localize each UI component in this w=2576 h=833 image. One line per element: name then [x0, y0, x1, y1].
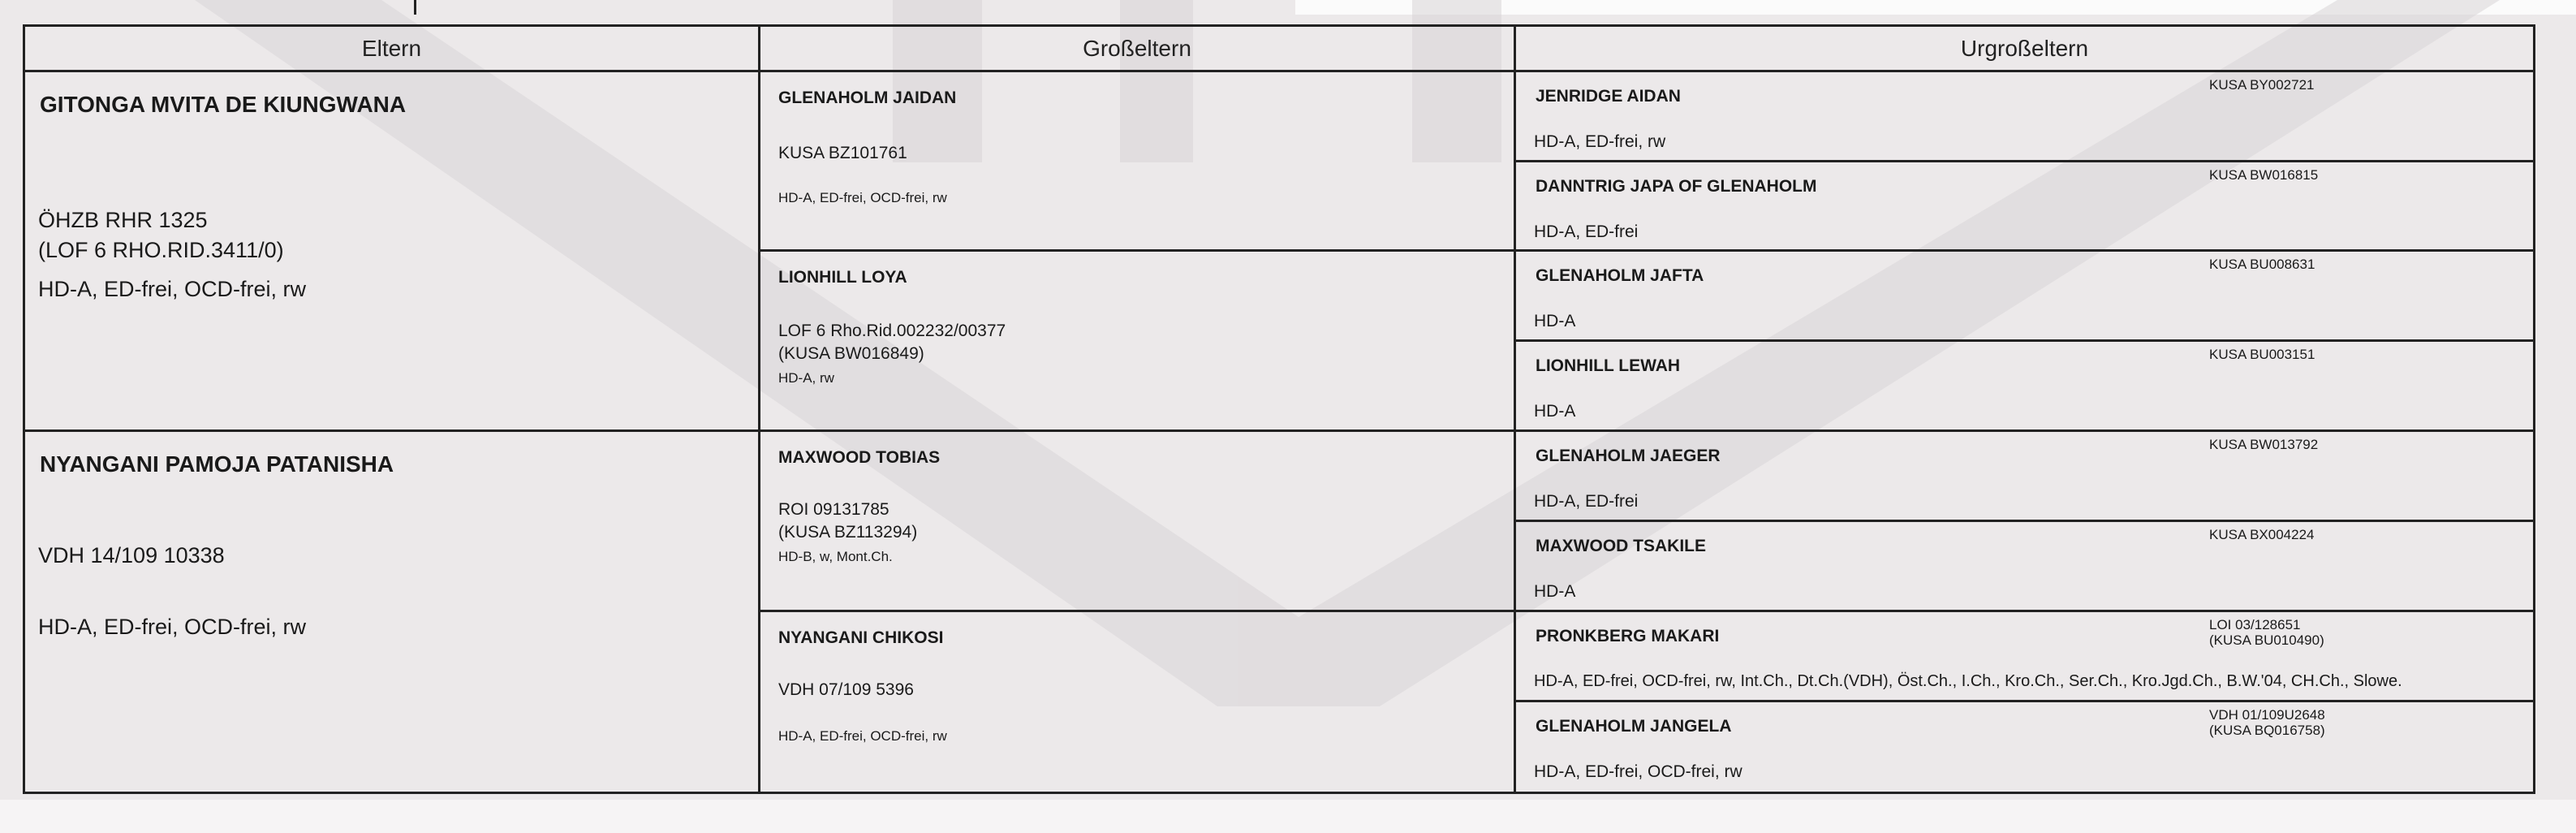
- health-results: HD-A, ED-frei, OCD-frei, rw: [1534, 762, 1742, 781]
- registration-number-secondary: (KUSA BW016849): [778, 344, 924, 363]
- registration-number: KUSA BZ101761: [778, 144, 907, 162]
- grandparent-1: [760, 72, 1514, 249]
- great-grandparent-1: [1516, 72, 2533, 160]
- dog-name: LIONHILL LEWAH: [1536, 356, 1681, 375]
- health-results: HD-A, ED-frei, OCD-frei, rw: [778, 728, 947, 744]
- registration-number: ÖHZB RHR 1325: [38, 208, 208, 232]
- great-grandparent-5: [1516, 432, 2533, 520]
- registration-number-secondary: (KUSA BQ016758): [2209, 723, 2325, 738]
- registration-number-secondary: (KUSA BU010490): [2209, 632, 2324, 648]
- registration-number: ROI 09131785: [778, 500, 890, 519]
- health-results: HD-B, w, Mont.Ch.: [778, 549, 893, 564]
- dog-name: NYANGANI PAMOJA PATANISHA: [40, 451, 394, 477]
- great-grandparent-3: [1516, 252, 2533, 339]
- scan-tick-mark: [414, 0, 416, 15]
- dog-name: GLENAHOLM JAIDAN: [778, 88, 957, 107]
- header-parents: Eltern: [361, 36, 422, 61]
- registration-number: [2209, 617, 2324, 648]
- dog-name: MAXWOOD TSAKILE: [1536, 537, 1706, 555]
- dog-name: LIONHILL LOYA: [778, 268, 907, 287]
- great-grandparent-2: [1516, 162, 2533, 249]
- registration-number: KUSA BU008631: [2209, 257, 2315, 272]
- health-results: HD-A, ED-frei: [1534, 222, 1639, 241]
- registration-number: VDH 07/109 5396: [778, 680, 914, 699]
- registration-number: KUSA BU003151: [2209, 347, 2315, 362]
- dog-name: GITONGA MVITA DE KIUNGWANA: [40, 92, 407, 117]
- great-grandparent-8: [1516, 702, 2533, 792]
- health-results: HD-A, ED-frei, rw: [1534, 132, 1666, 151]
- great-grandparent-4: [1516, 342, 2533, 429]
- health-results: HD-A: [1534, 582, 1576, 601]
- dog-name: GLENAHOLM JANGELA: [1536, 717, 1732, 736]
- health-results: HD-A: [1534, 312, 1576, 330]
- health-results: HD-A: [1534, 402, 1576, 421]
- registration-number: VDH 14/109 10338: [38, 543, 225, 568]
- registration-number-secondary: (LOF 6 RHO.RID.3411/0): [38, 238, 284, 262]
- dog-name: GLENAHOLM JAEGER: [1536, 447, 1721, 465]
- registration-number: [2209, 707, 2325, 738]
- great-grandparent-7: [1516, 612, 2533, 700]
- registration-number: KUSA BY002721: [2209, 77, 2315, 93]
- parent-dam: [25, 432, 758, 792]
- dog-name: MAXWOOD TOBIAS: [778, 448, 941, 467]
- registration-number: KUSA BX004224: [2209, 527, 2315, 542]
- dog-name: GLENAHOLM JAFTA: [1536, 266, 1704, 285]
- dog-name: DANNTRIG JAPA OF GLENAHOLM: [1536, 177, 1817, 196]
- registration-number: KUSA BW016815: [2209, 167, 2319, 183]
- health-results: HD-A, ED-frei, OCD-frei, rw: [38, 277, 306, 301]
- grandparent-2: [760, 252, 1514, 429]
- header-grandparents: Großeltern: [1083, 36, 1191, 61]
- health-results: HD-A, ED-frei: [1534, 492, 1639, 511]
- dog-name: NYANGANI CHIKOSI: [778, 628, 944, 647]
- registration-number: LOF 6 Rho.Rid.002232/00377: [778, 322, 1006, 340]
- dog-name: PRONKBERG MAKARI: [1536, 627, 1720, 645]
- registration-number: KUSA BW013792: [2209, 437, 2319, 452]
- header-great-grandparents: Urgroßeltern: [1960, 36, 2089, 61]
- grandparent-4: [760, 612, 1514, 792]
- health-results: HD-A, rw: [778, 370, 834, 386]
- registration-number-primary: LOI 03/128651: [2209, 617, 2301, 632]
- dog-name: JENRIDGE AIDAN: [1536, 87, 1681, 106]
- great-grandparent-6: [1516, 522, 2533, 610]
- health-results: HD-A, ED-frei, OCD-frei, rw: [38, 615, 306, 639]
- grandparent-3: [760, 432, 1514, 610]
- pedigree-table: [23, 24, 2535, 794]
- health-results: HD-A, ED-frei, OCD-frei, rw, Int.Ch., Dt.Ch.(VDH), Öst.Ch., I.Ch., Kro.Ch., Ser.Ch., Kro.Jgd.Ch., B.W.'04, CH.Ch., Slowe.: [1534, 672, 2402, 690]
- registration-number-primary: VDH 01/109U2648: [2209, 707, 2325, 723]
- parent-sire: [25, 72, 758, 429]
- health-results: HD-A, ED-frei, OCD-frei, rw: [778, 190, 947, 205]
- registration-number-secondary: (KUSA BZ113294): [778, 523, 918, 542]
